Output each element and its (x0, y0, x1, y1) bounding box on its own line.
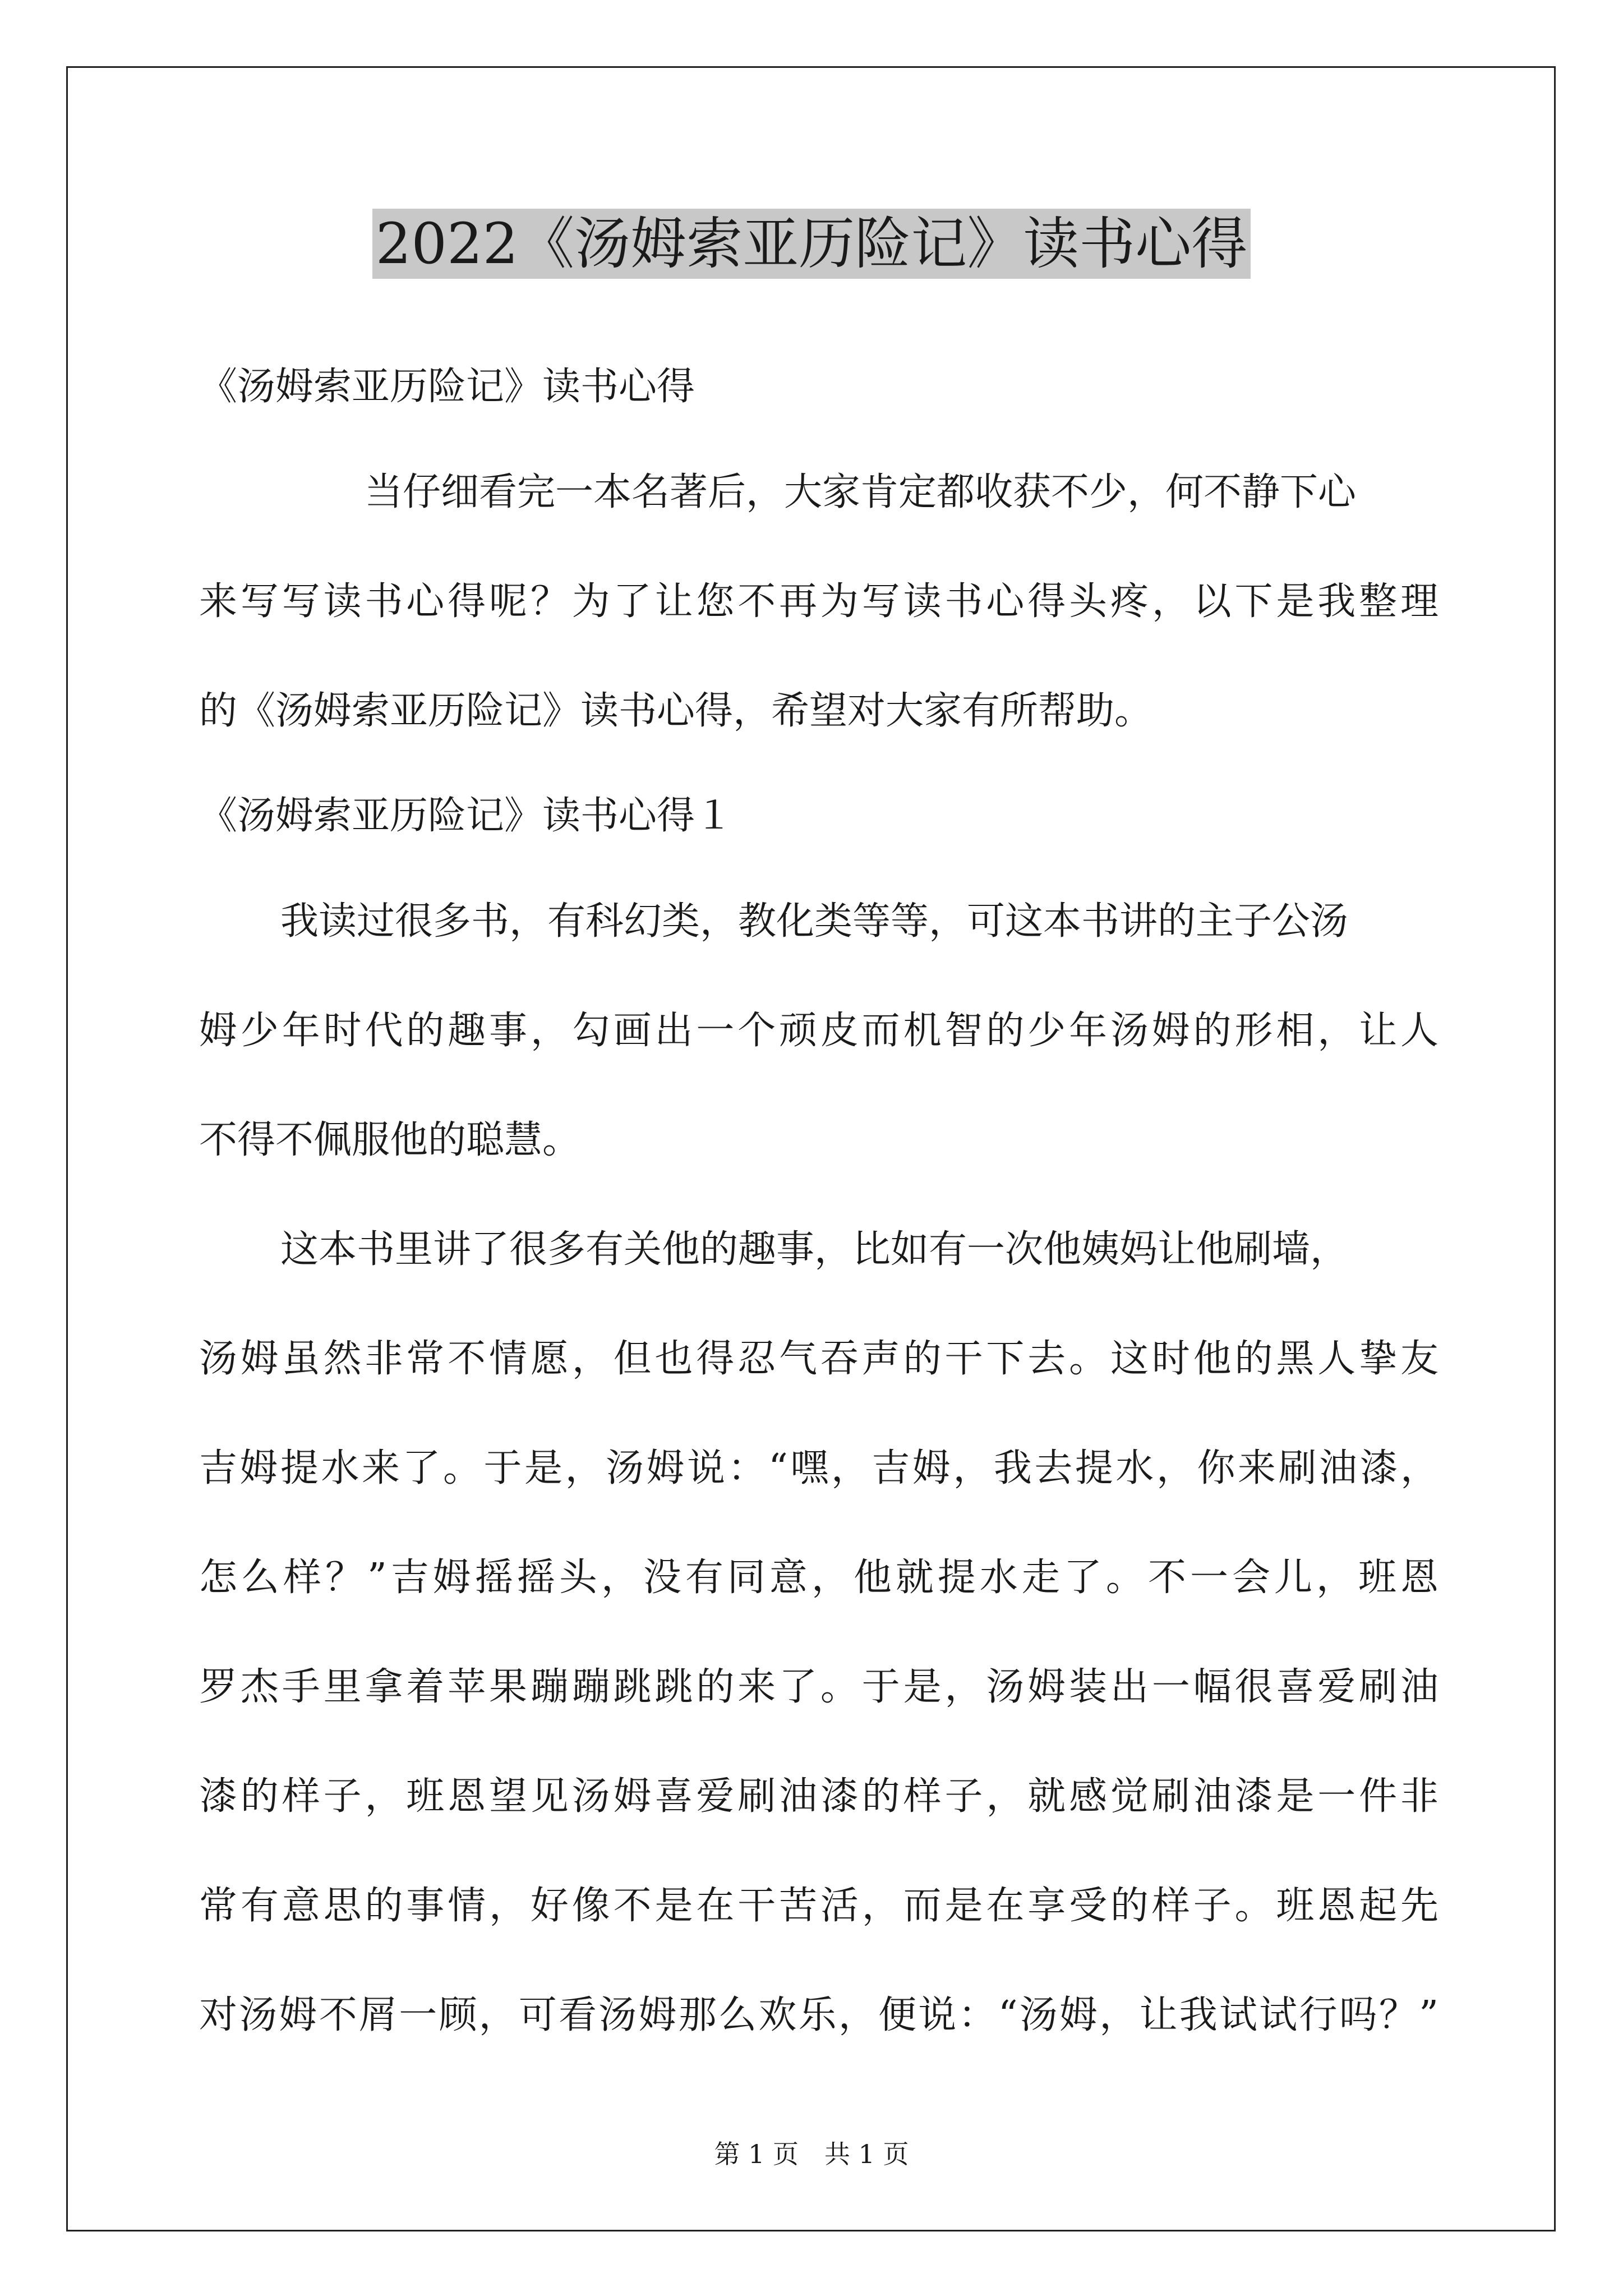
paragraph2-line-7: 常有意思的事情，好像不是在干苦活，而是在享受的样子。班恩起先 (199, 1884, 1438, 1928)
paragraph2-line-4: 怎么样？”吉姆摇摇头，没有同意，他就提水走了。不一会儿，班恩 (199, 1556, 1438, 1600)
intro-line-3: 的《汤姆索亚历险记》读书心得，希望对大家有所帮助。 (199, 689, 1153, 733)
intro-line-1: 当仔细看完一本名著后，大家肯定都收获不少，何不静下心 (365, 470, 1357, 514)
intro-line-2: 来写写读书心得呢？为了让您不再为写读书心得头疼，以下是我整理 (199, 579, 1438, 624)
paragraph2-line-2: 汤姆虽然非常不情愿，但也得忍气吞声的干下去。这时他的黑人挚友 (199, 1337, 1438, 1381)
document-body (199, 337, 1438, 2070)
paragraph2-line-6: 漆的样子，班恩望见汤姆喜爱刷油漆的样子，就感觉刷油漆是一件非 (199, 1774, 1438, 1819)
document-title (0, 205, 1623, 283)
paragraph1-line-2: 姆少年时代的趣事，勾画出一个顽皮而机智的少年汤姆的形相，让人 (199, 1009, 1438, 1053)
paragraph1-line-3: 不得不佩服他的聪慧。 (199, 1118, 581, 1162)
paragraph2-line-1: 这本书里讲了很多有关他的趣事，比如有一次他姨妈让他刷墙， (280, 1227, 1349, 1272)
section-heading: 《汤姆索亚历险记》读书心得１ (199, 794, 734, 838)
subtitle: 《汤姆索亚历险记》读书心得 (199, 365, 695, 409)
paragraph2-line-3: 吉姆提水来了。于是，汤姆说：“嘿，吉姆，我去提水，你来刷油漆， (199, 1446, 1438, 1490)
document-title-text: 2022《汤姆索亚历险记》读书心得 (372, 209, 1251, 279)
page-footer: 第 1 页 共 1 页 (714, 2139, 909, 2169)
paragraph2-line-8: 对汤姆不屑一顾，可看汤姆那么欢乐，便说：“汤姆，让我试试行吗？” (199, 1993, 1438, 2037)
paragraph2-line-5: 罗杰手里拿着苹果蹦蹦跳跳的来了。于是，汤姆装出一幅很喜爱刷油 (199, 1665, 1438, 1709)
paragraph1-line-1: 我读过很多书，有科幻类，教化类等等，可这本书讲的主子公汤 (280, 899, 1349, 944)
